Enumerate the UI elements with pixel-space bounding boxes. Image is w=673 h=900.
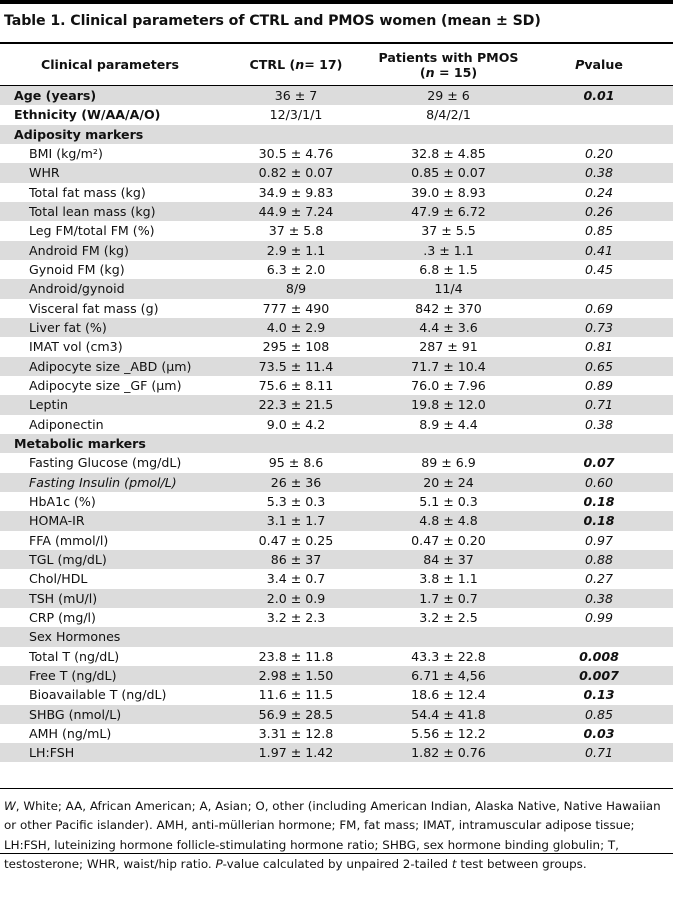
pmos-header-suffix: = 15) xyxy=(434,64,478,80)
p-value: 0.007 xyxy=(579,667,619,683)
ctrl-value xyxy=(220,125,372,144)
ctrl-value xyxy=(220,627,372,646)
pmos-value: 39.0 ± 8.93 xyxy=(411,184,486,200)
table-row xyxy=(0,685,673,704)
ctrl-value: 0.82 ± 0.07 xyxy=(258,165,334,181)
row-label: HbA1c (%) xyxy=(29,493,96,509)
table-row xyxy=(0,511,673,530)
row-label: AMH (ng/mL) xyxy=(29,725,112,741)
top-rule xyxy=(0,0,673,4)
table-row xyxy=(0,183,673,202)
pmos-value: .3 ± 1.1 xyxy=(423,242,474,258)
pmos-value: 89 ± 6.9 xyxy=(421,455,476,471)
pmos-value: 3.2 ± 2.5 xyxy=(419,609,478,625)
table-row xyxy=(0,589,673,608)
pmos-value: 0.85 ± 0.07 xyxy=(411,165,486,181)
ctrl-header-prefix: CTRL ( xyxy=(249,57,296,72)
p-header-italic: P xyxy=(575,57,585,72)
p-value: 0.03 xyxy=(583,725,615,741)
p-value xyxy=(525,105,673,124)
row-label: TGL (mg/dL) xyxy=(29,551,107,567)
pmos-header-line1: Patients with PMOS xyxy=(378,49,519,65)
row-label: Adiposity markers xyxy=(14,126,144,142)
table-row xyxy=(0,415,673,434)
p-value: 0.73 xyxy=(584,319,614,335)
p-value: 0.26 xyxy=(584,203,614,219)
row-label: Adiponectin xyxy=(29,416,104,432)
row-label: Liver fat (%) xyxy=(29,319,107,335)
table-row xyxy=(0,666,673,685)
table-row xyxy=(0,705,673,724)
table-row xyxy=(0,743,673,762)
p-value: 0.13 xyxy=(583,687,615,703)
p-value: 0.38 xyxy=(584,416,614,432)
table-row xyxy=(0,125,673,144)
footnote-w: W xyxy=(4,799,16,813)
p-value: 0.71 xyxy=(584,745,614,761)
p-value: 0.18 xyxy=(583,493,615,509)
ctrl-value xyxy=(220,434,372,453)
p-value: 0.24 xyxy=(584,184,614,200)
ctrl-value: 22.3 ± 21.5 xyxy=(258,397,334,413)
ctrl-value: 44.9 ± 7.24 xyxy=(258,203,334,219)
ctrl-value: 86 ± 37 xyxy=(270,551,322,567)
p-value: 0.85 xyxy=(584,706,614,722)
footnote-bottom-rule xyxy=(0,853,673,854)
pmos-value: 29 ± 6 xyxy=(427,88,470,103)
pmos-value: 18.6 ± 12.4 xyxy=(411,687,486,703)
ctrl-value: 75.6 ± 8.11 xyxy=(258,377,334,393)
pmos-value: 37 ± 5.5 xyxy=(421,223,476,239)
pmos-value: 0.47 ± 0.20 xyxy=(411,532,486,548)
ctrl-value: 23.8 ± 11.8 xyxy=(258,648,334,664)
p-value xyxy=(525,627,673,646)
row-label: Gynoid FM (kg) xyxy=(29,261,125,277)
p-value xyxy=(525,279,673,298)
row-label: Adipocyte size _GF (μm) xyxy=(29,377,182,393)
footnote-t: t xyxy=(451,856,457,871)
row-label: Total fat mass (kg) xyxy=(29,184,146,200)
table-row xyxy=(0,241,673,260)
row-label: Total T (ng/dL) xyxy=(29,648,120,664)
pmos-header-prefix: ( xyxy=(419,64,426,80)
table-row xyxy=(0,550,673,569)
pmos-value: 11/4 xyxy=(434,281,463,297)
pmos-value: 43.3 ± 22.8 xyxy=(411,648,486,664)
pmos-value: 842 ± 370 xyxy=(415,300,482,316)
p-value: 0.99 xyxy=(584,609,614,625)
pmos-header-n: n xyxy=(425,64,435,80)
p-value: 0.85 xyxy=(584,223,614,239)
pmos-value xyxy=(372,125,525,144)
row-label: SHBG (nmol/L) xyxy=(29,706,122,722)
table-row xyxy=(0,163,673,182)
column-header-pmos xyxy=(372,44,525,85)
ctrl-value: 9.0 ± 4.2 xyxy=(266,416,326,432)
row-label: Ethnicity (W/AA/A/O) xyxy=(14,107,161,123)
p-value: 0.41 xyxy=(584,242,614,258)
table-row xyxy=(0,279,673,298)
table-row xyxy=(0,221,673,240)
table-row xyxy=(0,434,673,453)
ctrl-value: 95 ± 8.6 xyxy=(268,455,324,471)
ctrl-value: 1.97 ± 1.42 xyxy=(258,745,334,761)
row-label: IMAT vol (cm3) xyxy=(29,339,123,355)
ctrl-value: 8/9 xyxy=(285,281,307,297)
ctrl-value: 3.4 ± 0.7 xyxy=(266,571,326,587)
p-value: 0.008 xyxy=(579,648,619,664)
pmos-value: 76.0 ± 7.96 xyxy=(411,377,486,393)
column-header-p-value xyxy=(525,44,673,85)
p-value: 0.45 xyxy=(584,261,614,277)
ctrl-header-n: n xyxy=(295,57,305,72)
ctrl-value: 37 ± 5.8 xyxy=(268,223,324,239)
ctrl-value: 2.98 ± 1.50 xyxy=(258,667,334,683)
ctrl-header-suffix: = 17) xyxy=(304,57,343,72)
pmos-value: 4.8 ± 4.8 xyxy=(419,513,478,529)
ctrl-value: 3.2 ± 2.3 xyxy=(266,609,326,625)
ctrl-value: 5.3 ± 0.3 xyxy=(266,493,326,509)
row-label: Total lean mass (kg) xyxy=(29,203,156,219)
table-row xyxy=(0,105,673,124)
ctrl-value: 295 ± 108 xyxy=(262,339,330,355)
p-value: 0.97 xyxy=(584,532,614,548)
footnote-part2: -value calculated by unpaired 2-tailed xyxy=(222,856,452,871)
table-row xyxy=(0,144,673,163)
pmos-value: 54.4 ± 41.8 xyxy=(411,706,486,722)
table-row xyxy=(0,202,673,221)
p-value: 0.01 xyxy=(583,88,615,103)
pmos-value: 47.9 ± 6.72 xyxy=(411,203,486,219)
footnote-p: P xyxy=(215,856,223,871)
table-row xyxy=(0,337,673,356)
ctrl-value: 4.0 ± 2.9 xyxy=(266,319,326,335)
p-value: 0.81 xyxy=(584,339,614,355)
table-title: Table 1. Clinical parameters of CTRL and PMOS women (mean ± SD) xyxy=(4,13,541,29)
column-header-parameters: Clinical parameters xyxy=(41,57,179,72)
pmos-value: 6.8 ± 1.5 xyxy=(419,261,478,277)
table-row xyxy=(0,260,673,279)
row-label: FFA (mmol/l) xyxy=(29,532,109,548)
ctrl-value: 12/3/1/1 xyxy=(269,107,323,123)
pmos-value: 19.8 ± 12.0 xyxy=(411,397,486,413)
pmos-value xyxy=(372,627,525,646)
ctrl-value: 26 ± 36 xyxy=(270,474,322,490)
table-row xyxy=(0,299,673,318)
pmos-value: 6.71 ± 4,56 xyxy=(411,667,486,683)
table-row xyxy=(0,86,673,105)
table-row xyxy=(0,531,673,550)
pmos-value: 8/4/2/1 xyxy=(426,107,471,123)
ctrl-value: 6.3 ± 2.0 xyxy=(266,261,326,277)
table-row xyxy=(0,724,673,743)
table-row xyxy=(0,453,673,472)
footnote-part1: , White; AA, African American; A, Asian; O, other (including American Indian, Alaska Native, Native Hawaiian or other Pacific islander). AMH, anti-müllerian hormone; FM, fat mass; IMAT, intramuscular adipose tissue; LH:FSH, luteinizing hormone follicle-stimulating hormone ratio; SHBG, sex hormone binding globulin; T, testosterone; WHR, waist/hip ratio. xyxy=(4,799,661,871)
row-label: WHR xyxy=(29,165,60,181)
ctrl-value: 30.5 ± 4.76 xyxy=(258,145,334,161)
ctrl-value: 11.6 ± 11.5 xyxy=(258,687,334,703)
table-row xyxy=(0,473,673,492)
pmos-value: 1.7 ± 0.7 xyxy=(419,590,478,606)
row-label: Leg FM/total FM (%) xyxy=(29,223,155,239)
row-label: Android/gynoid xyxy=(29,281,125,297)
table-row xyxy=(0,608,673,627)
row-label: HOMA-IR xyxy=(29,513,85,529)
row-label: Leptin xyxy=(29,397,68,413)
pmos-value: 5.56 ± 12.2 xyxy=(411,725,486,741)
row-label: Sex Hormones xyxy=(29,629,121,645)
pmos-value: 1.82 ± 0.76 xyxy=(411,745,486,761)
ctrl-value: 73.5 ± 11.4 xyxy=(258,358,334,374)
table-row xyxy=(0,376,673,395)
pmos-value xyxy=(372,434,525,453)
p-value: 0.69 xyxy=(584,300,614,316)
table-footnote xyxy=(4,797,669,874)
p-value: 0.38 xyxy=(584,165,614,181)
row-label: Metabolic markers xyxy=(14,435,146,451)
ctrl-value: 56.9 ± 28.5 xyxy=(258,706,334,722)
row-label: BMI (kg/m²) xyxy=(29,145,103,161)
ctrl-value: 2.0 ± 0.9 xyxy=(266,590,326,606)
pmos-value: 4.4 ± 3.6 xyxy=(419,319,478,335)
p-value: 0.89 xyxy=(584,377,614,393)
pmos-value: 84 ± 37 xyxy=(423,551,474,567)
pmos-value: 5.1 ± 0.3 xyxy=(419,493,478,509)
table-row xyxy=(0,395,673,414)
row-label: CRP (mg/l) xyxy=(29,609,96,625)
table-body xyxy=(0,86,673,762)
p-value: 0.18 xyxy=(583,513,615,529)
pmos-value: 8.9 ± 4.4 xyxy=(419,416,478,432)
p-value xyxy=(525,434,673,453)
p-value: 0.65 xyxy=(584,358,614,374)
column-header-ctrl xyxy=(220,44,372,85)
p-value: 0.07 xyxy=(583,455,615,471)
p-header-rest: value xyxy=(584,57,623,72)
table-row xyxy=(0,569,673,588)
footnote-part3: test between groups. xyxy=(456,856,587,871)
row-label: Visceral fat mass (g) xyxy=(29,300,159,316)
ctrl-value: 36 ± 7 xyxy=(274,88,318,103)
pmos-value: 20 ± 24 xyxy=(423,474,474,490)
row-label: TSH (mU/l) xyxy=(29,590,98,606)
table-row xyxy=(0,357,673,376)
pmos-value: 287 ± 91 xyxy=(419,339,478,355)
table-row xyxy=(0,627,673,646)
ctrl-value: 0.47 ± 0.25 xyxy=(258,532,334,548)
pmos-value: 71.7 ± 10.4 xyxy=(411,358,486,374)
row-label: Android FM (kg) xyxy=(29,242,129,258)
row-label: Free T (ng/dL) xyxy=(29,667,117,683)
pmos-header-line2 xyxy=(420,65,477,80)
p-value: 0.27 xyxy=(584,571,614,587)
pmos-value: 3.8 ± 1.1 xyxy=(419,571,478,587)
row-label: Chol/HDL xyxy=(29,571,88,587)
p-value: 0.60 xyxy=(584,474,614,490)
table-row xyxy=(0,647,673,666)
row-label: Fasting Glucose (mg/dL) xyxy=(29,455,182,471)
table-row xyxy=(0,492,673,511)
ctrl-value: 3.1 ± 1.7 xyxy=(266,513,326,529)
ctrl-value: 3.31 ± 12.8 xyxy=(258,725,334,741)
table-row xyxy=(0,318,673,337)
row-label: Adipocyte size _ABD (μm) xyxy=(29,358,192,374)
pmos-value: 32.8 ± 4.85 xyxy=(411,145,486,161)
p-value: 0.38 xyxy=(584,590,614,606)
p-value: 0.88 xyxy=(584,551,614,567)
ctrl-value: 2.9 ± 1.1 xyxy=(266,242,326,258)
ctrl-value: 777 ± 490 xyxy=(262,300,330,316)
row-label: Fasting Insulin (pmol/L) xyxy=(29,474,177,490)
p-value: 0.71 xyxy=(584,397,614,413)
row-label: Bioavailable T (ng/dL) xyxy=(29,687,167,703)
table-bottom-rule xyxy=(0,788,673,789)
row-label: LH:FSH xyxy=(29,745,75,761)
p-value xyxy=(525,125,673,144)
p-value: 0.20 xyxy=(584,145,614,161)
ctrl-value: 34.9 ± 9.83 xyxy=(258,184,334,200)
row-label: Age (years) xyxy=(14,88,97,103)
